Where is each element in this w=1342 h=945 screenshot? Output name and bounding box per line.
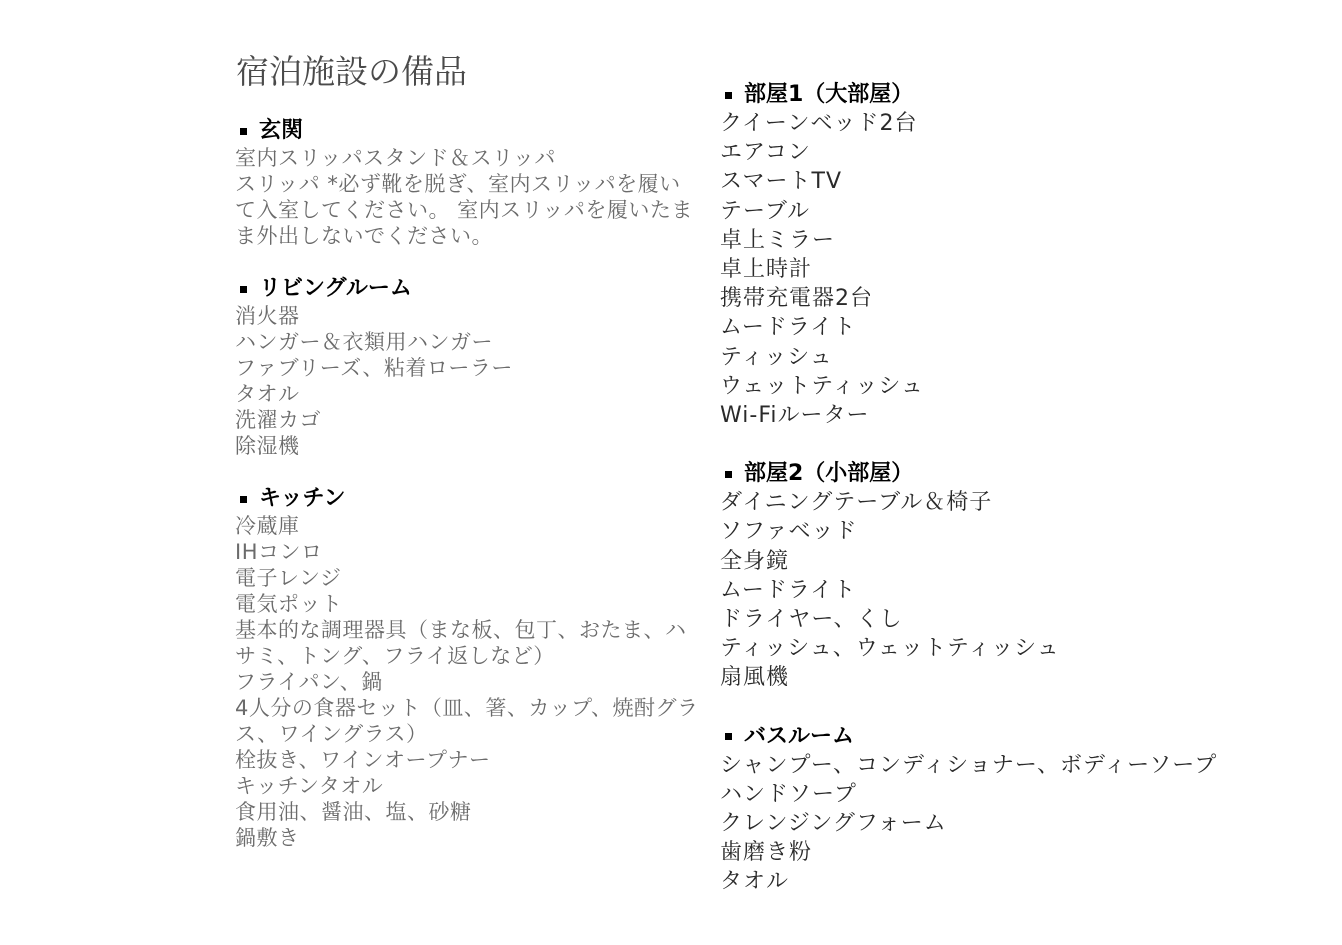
- list-item: 基本的な調理器具（まな板、包丁、おたま、ハサミ、トング、フライ返しなど）: [235, 618, 687, 668]
- section-heading-text: キッチン: [259, 486, 346, 511]
- right-column: [720, 81, 1280, 897]
- square-bullet-icon: [240, 496, 247, 503]
- list-item: ティッシュ: [720, 344, 833, 370]
- list-item: 栓抜き、ワインオープナー: [235, 748, 491, 772]
- section-heading: [725, 81, 1280, 109]
- list-item: ティッシュ、ウェットティッシュ: [720, 636, 1060, 662]
- item-list: [720, 488, 1280, 692]
- list-item: タオル: [720, 869, 790, 895]
- item-list: [235, 145, 700, 249]
- list-item: Wi-Fiルーター: [720, 403, 870, 429]
- section-heading-text: 部屋2（小部屋）: [744, 461, 914, 487]
- list-item: 歯磨き粉: [720, 840, 813, 866]
- list-item: 全身鏡: [720, 548, 790, 574]
- list-item: ムードライト: [720, 577, 857, 603]
- section-heading-text: 部屋1（大部屋）: [744, 82, 914, 107]
- section-living-room: [235, 275, 700, 459]
- section-bathroom: [720, 723, 1280, 897]
- list-item: 食用油、醤油、塩、砂糖: [235, 800, 472, 824]
- list-item: フライパン、鍋: [235, 670, 383, 694]
- list-item: スリッパ *必ず靴を脱ぎ、室内スリッパを履いて入室してください。 室内スリッパを履いたまま外出しないでください。: [235, 172, 693, 248]
- list-item: クレンジングフォーム: [720, 811, 947, 837]
- list-item: 室内スリッパスタンド＆スリッパ: [235, 146, 556, 170]
- list-item: ムードライト: [720, 315, 857, 341]
- list-item: テーブル: [720, 198, 811, 224]
- list-item: ダイニングテーブル＆椅子: [720, 490, 993, 516]
- square-bullet-icon: [725, 92, 732, 99]
- list-item: 鍋敷き: [235, 826, 300, 850]
- list-item: 電子レンジ: [235, 566, 342, 590]
- section-heading-text: 玄関: [259, 118, 304, 143]
- list-item: シャンプー、コンディショナー、ボディーソープ: [720, 752, 1218, 778]
- section-heading: [725, 723, 1280, 751]
- section-room-2: [720, 460, 1280, 692]
- list-item: 扇風機: [720, 665, 790, 691]
- section-kitchen: [235, 485, 700, 851]
- square-bullet-icon: [725, 733, 732, 740]
- list-item: ファブリーズ、粘着ローラー: [235, 356, 513, 380]
- section-heading: [240, 485, 700, 513]
- list-item: 除湿機: [235, 434, 300, 458]
- list-item: ドライヤー、くし: [720, 607, 903, 633]
- section-heading: [240, 275, 700, 303]
- list-item: ハンガー＆衣類用ハンガー: [235, 330, 493, 354]
- list-item: タオル: [235, 382, 300, 406]
- list-item: 携帯充電器2台: [720, 286, 873, 312]
- section-heading-text: リビングルーム: [259, 276, 412, 301]
- list-item: IHコンロ: [235, 540, 323, 564]
- list-item: 洗濯カゴ: [235, 408, 321, 432]
- square-bullet-icon: [725, 471, 732, 478]
- section-heading: [240, 117, 700, 145]
- section-heading: [725, 460, 1280, 488]
- list-item: キッチンタオル: [235, 774, 384, 798]
- list-item: ソファベッド: [720, 519, 858, 545]
- list-item: ハンドソープ: [720, 781, 857, 807]
- item-list: [235, 303, 700, 459]
- list-item: クイーンベッド2台: [720, 111, 918, 136]
- list-item: エアコン: [720, 140, 811, 166]
- list-item: 4人分の食器セット（皿、箸、カップ、焼酎グラス、ワイングラス）: [235, 696, 699, 746]
- section-heading-text: バスルーム: [744, 723, 855, 749]
- list-item: 卓上時計: [720, 257, 813, 283]
- list-item: 消火器: [235, 304, 300, 328]
- list-item: スマートTV: [720, 169, 843, 195]
- item-list: [720, 109, 1280, 430]
- item-list: [720, 751, 1280, 897]
- section-room-1: [720, 81, 1280, 430]
- item-list: [235, 513, 700, 851]
- list-item: 電気ポット: [235, 592, 343, 616]
- page-title: 宿泊施設の備品: [236, 52, 467, 91]
- list-item: 冷蔵庫: [235, 514, 300, 538]
- list-item: 卓上ミラー: [720, 227, 836, 253]
- square-bullet-icon: [240, 286, 247, 293]
- left-column: [235, 117, 700, 851]
- square-bullet-icon: [240, 128, 247, 135]
- section-entrance: [235, 117, 700, 249]
- list-item: ウェットティッシュ: [720, 373, 924, 399]
